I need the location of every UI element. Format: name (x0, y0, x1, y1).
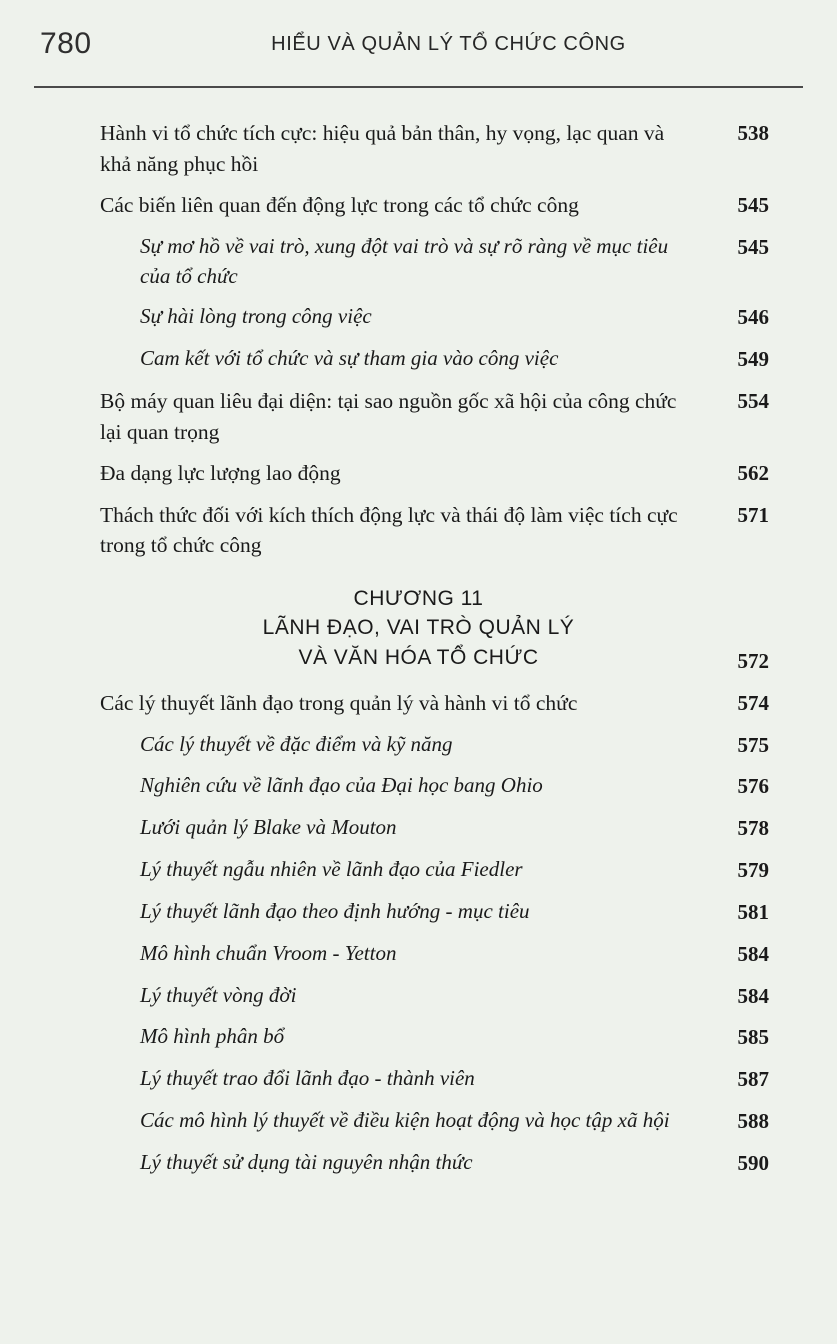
page-header (0, 0, 837, 88)
toc-entry-title: Mô hình chuẩn Vroom - Yetton (140, 940, 397, 965)
toc-entry-page: 584 (737, 941, 769, 966)
chapter-title-line-1: LÃNH ĐẠO, VAI TRÒ QUẢN LÝ (262, 615, 575, 639)
chapter-number: CHƯƠNG 11 (353, 586, 484, 610)
toc-entry[interactable] (44, 1022, 793, 1053)
toc-entry[interactable] (44, 1064, 793, 1095)
toc-entry-title: Lưới quản lý Blake và Mouton (140, 815, 397, 840)
toc-entry[interactable] (44, 386, 793, 447)
toc-entry-page: 574 (737, 690, 769, 715)
toc-entry-title: Các biến liên quan đến động lực trong các tổ chức công (100, 193, 579, 218)
table-of-contents (0, 88, 837, 1179)
toc-entry[interactable] (44, 939, 793, 970)
toc-entry-page: 538 (737, 121, 769, 145)
toc-entry[interactable] (44, 1148, 793, 1179)
toc-entry-page: 571 (737, 502, 769, 527)
toc-entry-page: 590 (737, 1150, 769, 1175)
toc-entry[interactable] (44, 232, 793, 292)
toc-entry[interactable] (44, 771, 793, 802)
toc-entry[interactable] (44, 458, 793, 489)
running-title: HIỂU VÀ QUẢN LÝ TỔ CHỨC CÔNG (271, 32, 626, 55)
toc-section-before-chapter (44, 118, 793, 561)
toc-entry-page: 545 (737, 193, 769, 218)
toc-entry[interactable] (44, 118, 793, 179)
toc-entry-page: 545 (737, 234, 769, 259)
toc-entry-page: 588 (737, 1108, 769, 1133)
toc-entry[interactable] (44, 897, 793, 928)
toc-entry-title: Lý thuyết sử dụng tài nguyên nhận thức (140, 1149, 473, 1174)
chapter-page-number: 572 (737, 648, 769, 673)
toc-entry[interactable] (44, 813, 793, 844)
toc-entry-title: Bộ máy quan liêu đại diện: tại sao nguồn gốc xã hội của công chức lại quan trọng (100, 389, 677, 444)
toc-section-after-chapter (44, 688, 793, 1179)
header-divider (34, 86, 803, 88)
toc-entry[interactable] (44, 344, 793, 375)
toc-entry[interactable] (44, 730, 793, 761)
toc-entry-title: Lý thuyết ngẫu nhiên về lãnh đạo của Fiedler (140, 857, 523, 882)
toc-entry-page: 579 (737, 858, 769, 883)
toc-entry-title: Hành vi tổ chức tích cực: hiệu quả bản thân, hy vọng, lạc quan và khả năng phục hồi (100, 121, 665, 176)
toc-entry[interactable] (44, 981, 793, 1012)
toc-entry-page: 584 (737, 983, 769, 1008)
toc-entry-page: 562 (737, 461, 769, 486)
toc-entry-page: 581 (737, 899, 769, 924)
toc-entry-title: Cam kết với tổ chức và sự tham gia vào công việc (140, 346, 559, 371)
toc-entry-page: 546 (737, 305, 769, 330)
chapter-title-line-2: VÀ VĂN HÓA TỔ CHỨC (298, 646, 539, 670)
toc-entry-page: 576 (737, 774, 769, 799)
toc-entry-title: Sự hài lòng trong công việc (140, 304, 372, 329)
toc-entry-title: Các lý thuyết về đặc điểm và kỹ năng (140, 731, 453, 756)
toc-entry[interactable] (44, 688, 793, 719)
toc-entry[interactable] (44, 302, 793, 333)
toc-entry-page: 585 (737, 1025, 769, 1050)
toc-entry[interactable] (44, 500, 793, 561)
toc-entry-title: Lý thuyết trao đổi lãnh đạo - thành viên (140, 1066, 475, 1091)
toc-entry-page: 554 (737, 389, 769, 414)
toc-entry[interactable] (44, 855, 793, 886)
toc-entry-title: Các mô hình lý thuyết về điều kiện hoạt động và học tập xã hội (140, 1107, 670, 1132)
chapter-heading-block (44, 587, 793, 674)
toc-entry-title: Đa dạng lực lượng lao động (100, 461, 341, 486)
chapter-heading-lines (44, 587, 793, 674)
toc-entry-title: Lý thuyết lãnh đạo theo định hướng - mục tiêu (140, 898, 530, 923)
page-number: 780 (40, 27, 92, 60)
toc-entry-page: 578 (737, 816, 769, 841)
toc-entry-page: 575 (737, 732, 769, 757)
toc-entry-title: Nghiên cứu về lãnh đạo của Đại học bang Ohio (140, 773, 543, 798)
toc-entry-title: Mô hình phân bổ (140, 1024, 285, 1049)
toc-entry-title: Các lý thuyết lãnh đạo trong quản lý và hành vi tổ chức (100, 690, 578, 715)
toc-entry-title: Sự mơ hồ về vai trò, xung đột vai trò và sự rõ ràng về mục tiêu của tổ chức (140, 233, 669, 288)
toc-entry[interactable] (44, 190, 793, 221)
toc-entry-title: Thách thức đối với kích thích động lực và thái độ làm việc tích cực trong tổ chức công (100, 502, 678, 558)
toc-entry-page: 549 (737, 347, 769, 372)
toc-entry-title: Lý thuyết vòng đời (140, 982, 297, 1007)
toc-entry[interactable] (44, 1106, 793, 1137)
toc-entry-page: 587 (737, 1067, 769, 1092)
